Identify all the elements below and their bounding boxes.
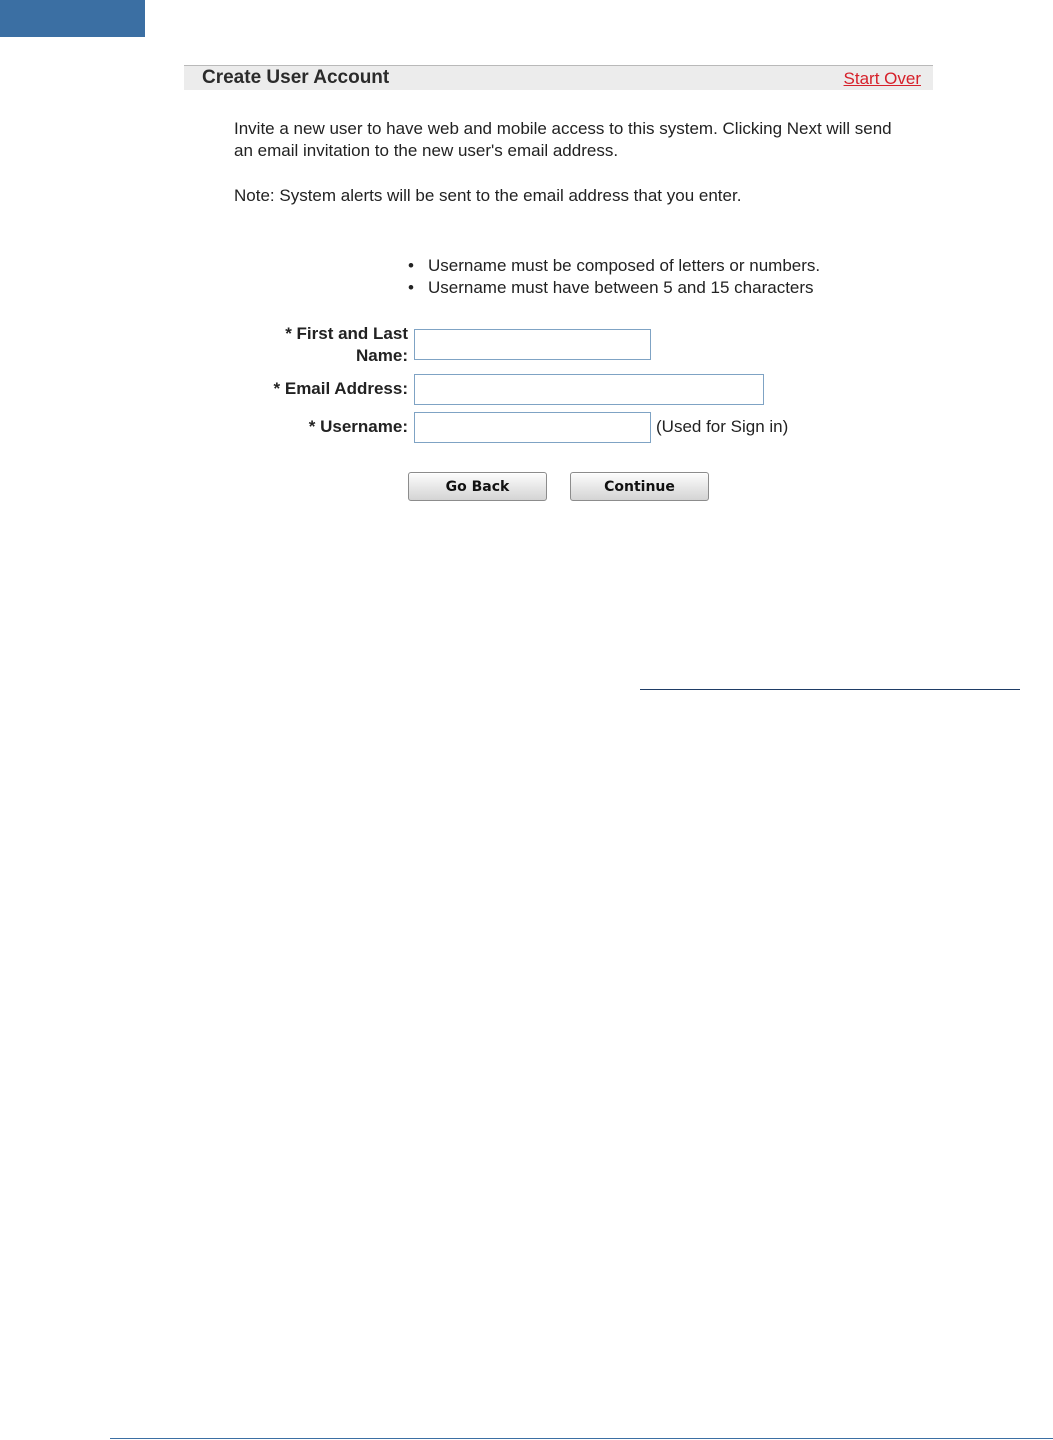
- intro-text: Invite a new user to have web and mobile access to this system. Clicking Next will send an email invitation to the new user's email address.: [234, 119, 892, 160]
- rule-item: [408, 277, 820, 299]
- page-title: Create User Account: [202, 67, 390, 88]
- username-label: * Username:: [308, 417, 408, 436]
- footer-divider: [110, 1438, 1053, 1439]
- email-label: * Email Address:: [273, 379, 408, 398]
- rule-text: Username must be composed of letters or numbers.: [428, 256, 821, 275]
- go-back-button[interactable]: Go Back: [408, 472, 547, 501]
- rule-text: Username must have between 5 and 15 characters: [428, 278, 814, 297]
- name-input[interactable]: [414, 329, 651, 360]
- email-input[interactable]: [414, 374, 764, 405]
- divider-line: [640, 689, 1020, 690]
- continue-button[interactable]: Continue: [570, 472, 709, 501]
- bullet-icon: •: [408, 256, 414, 275]
- rule-item: [408, 255, 820, 277]
- username-hint: (Used for Sign in): [656, 417, 789, 436]
- username-input[interactable]: [414, 412, 651, 443]
- bullet-icon: •: [408, 278, 414, 297]
- name-label: * First and Last Name:: [285, 324, 408, 365]
- panel-header: [184, 65, 933, 90]
- corner-tab: [0, 0, 145, 37]
- start-over-link[interactable]: Start Over: [843, 69, 921, 88]
- username-rules: [408, 255, 820, 299]
- note-text: Note: System alerts will be sent to the email address that you enter.: [234, 186, 742, 205]
